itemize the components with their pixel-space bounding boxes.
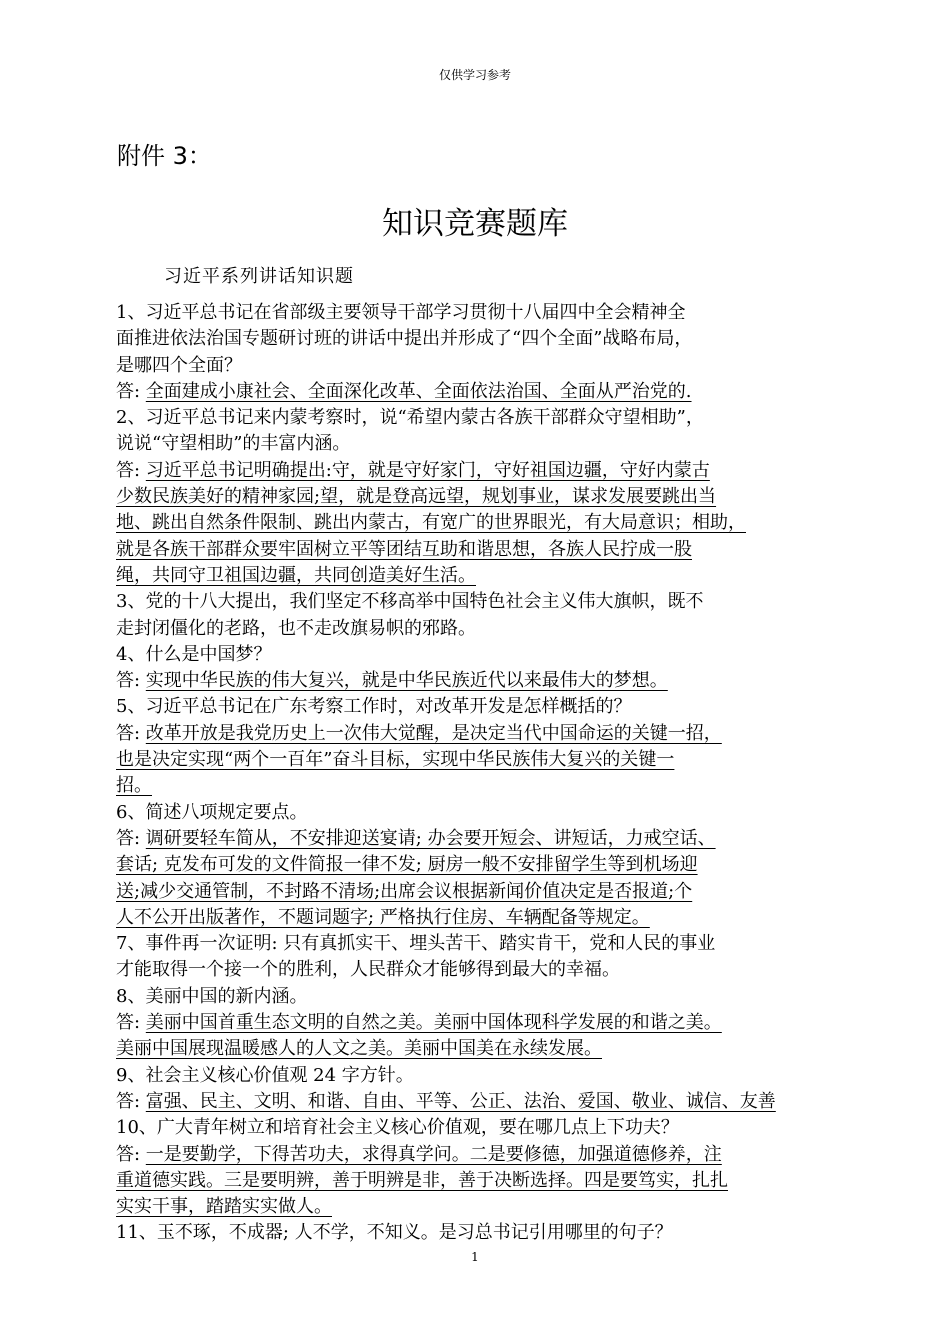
answer-line: 套话; 克发布可发的文件简报一律不发; 厨房一般不安排留学生等到机场迎 xyxy=(116,854,698,876)
question-item xyxy=(116,1063,858,1116)
question-item xyxy=(116,800,858,931)
question-item xyxy=(116,694,858,799)
question-line: 5、习近平总书记在广东考察工作时，对改革开发是怎样概括的？ xyxy=(116,696,632,718)
answer-line: 地、跳出自然条件限制、跳出内蒙古，有宽广的世界眼光，有大局意识；相助， xyxy=(116,512,746,534)
question-line: 8、美丽中国的新内涵。 xyxy=(116,985,308,1007)
question-line: 是哪四个全面？ xyxy=(116,354,242,376)
question-line: 6、简述八项规定要点。 xyxy=(116,801,308,823)
page-number: 1 xyxy=(471,1250,479,1264)
answer-line: 答: 改革开放是我党历史上一次伟大觉醒，是决定当代中国命运的关键一招， xyxy=(116,722,722,744)
answer-line: 招。 xyxy=(116,775,152,797)
answer-line: 答: 全面建成小康社会、全面深化改革、全面依法治国、全面从严治党的. xyxy=(116,380,692,402)
answer-line: 答: 美丽中国首重生态文明的自然之美。美丽中国体现科学发展的和谐之美。 xyxy=(116,1012,722,1034)
question-line: 1、习近平总书记在省部级主要领导干部学习贯彻十八届四中全会精神全 xyxy=(116,302,686,323)
answer-line: 绳，共同守卫祖国边疆，共同创造美好生活。 xyxy=(116,564,476,586)
answer-line: 答: 一是要勤学，下得苦功夫，求得真学问。二是要修德，加强道德修养，注 xyxy=(116,1143,722,1165)
page-title: 知识竞赛题库 xyxy=(382,206,568,242)
question-line: 10、广大青年树立和培育社会主义核心价值观，要在哪几点上下功夫？ xyxy=(116,1117,679,1139)
question-item xyxy=(116,931,858,984)
answer-line: 实实干事，踏踏实实做人。 xyxy=(116,1196,332,1218)
answer-line: 答: 富强、民主、文明、和谐、自由、平等、公正、法治、爱国、敬业、诚信、友善 xyxy=(116,1090,776,1112)
question-line: 3、党的十八大提出，我们坚定不移高举中国特色社会主义伟大旗帜，既不 xyxy=(116,591,704,613)
question-item xyxy=(116,405,858,589)
question-line: 11、玉不琢，不成器; 人不学，不知义。是习总书记引用哪里的句子？ xyxy=(116,1222,673,1244)
answer-line: 美丽中国展现温暖感人的人文之美。美丽中国美在永续发展。 xyxy=(116,1038,602,1060)
question-item xyxy=(116,1115,858,1220)
answer-line: 也是决定实现“两个一百年”奋斗目标，实现中华民族伟大复兴的关键一 xyxy=(116,749,675,771)
question-list xyxy=(116,300,858,1247)
answer-line: 就是各族干部群众要牢固树立平等团结互助和谐思想，各族人民拧成一股 xyxy=(116,538,692,560)
question-item xyxy=(116,589,858,642)
answer-line: 答: 实现中华民族的伟大复兴，就是中华民族近代以来最伟大的梦想。 xyxy=(116,670,668,692)
question-line: 说说“守望相助”的丰富内涵。 xyxy=(116,433,351,455)
question-line: 2、习近平总书记来内蒙考察时，说“希望内蒙古各族干部群众守望相助”， xyxy=(116,407,704,429)
page-header: 仅供学习参考 xyxy=(438,68,511,82)
answer-line: 人不公开出版著作，不题词题字; 严格执行住房、车辆配备等规定。 xyxy=(116,906,650,928)
answer-line: 答: 调研要轻车简从，不安排迎送宴请; 办会要开短会、讲短话，力戒空话、 xyxy=(116,827,716,849)
question-item xyxy=(116,1220,858,1246)
answer-line: 重道德实践。三是要明辨，善于明辨是非，善于决断选择。四是要笃实，扎扎 xyxy=(116,1169,728,1191)
question-item xyxy=(116,300,858,405)
question-line: 走封闭僵化的老路，也不走改旗易帜的邪路。 xyxy=(116,617,476,639)
question-line: 面推进依法治国专题研讨班的讲话中提出并形成了“四个全面”战略布局， xyxy=(116,328,693,350)
question-line: 才能取得一个接一个的胜利，人民群众才能够得到最大的幸福。 xyxy=(116,959,620,981)
question-line: 9、社会主义核心价值观 24 字方针。 xyxy=(116,1064,414,1086)
answer-line: 送;减少交通管制，不封路不清场;出席会议根据新闻价值决定是否报道;个 xyxy=(116,880,693,902)
section-subtitle: 习近平系列讲话知识题 xyxy=(164,266,354,287)
question-line: 4、什么是中国梦？ xyxy=(116,643,272,665)
question-item xyxy=(116,984,858,1063)
question-line: 7、事件再一次证明: 只有真抓实干、埋头苦干、踏实肯干，党和人民的事业 xyxy=(116,933,716,955)
attachment-label: 附件 3： xyxy=(117,142,212,170)
answer-line: 少数民族美好的精神家园;望，就是登高远望，规划事业，谋求发展要跳出当 xyxy=(116,486,717,508)
answer-line: 答: 习近平总书记明确提出:守，就是守好家门，守好祖国边疆，守好内蒙古 xyxy=(116,459,710,481)
question-item xyxy=(116,642,858,695)
